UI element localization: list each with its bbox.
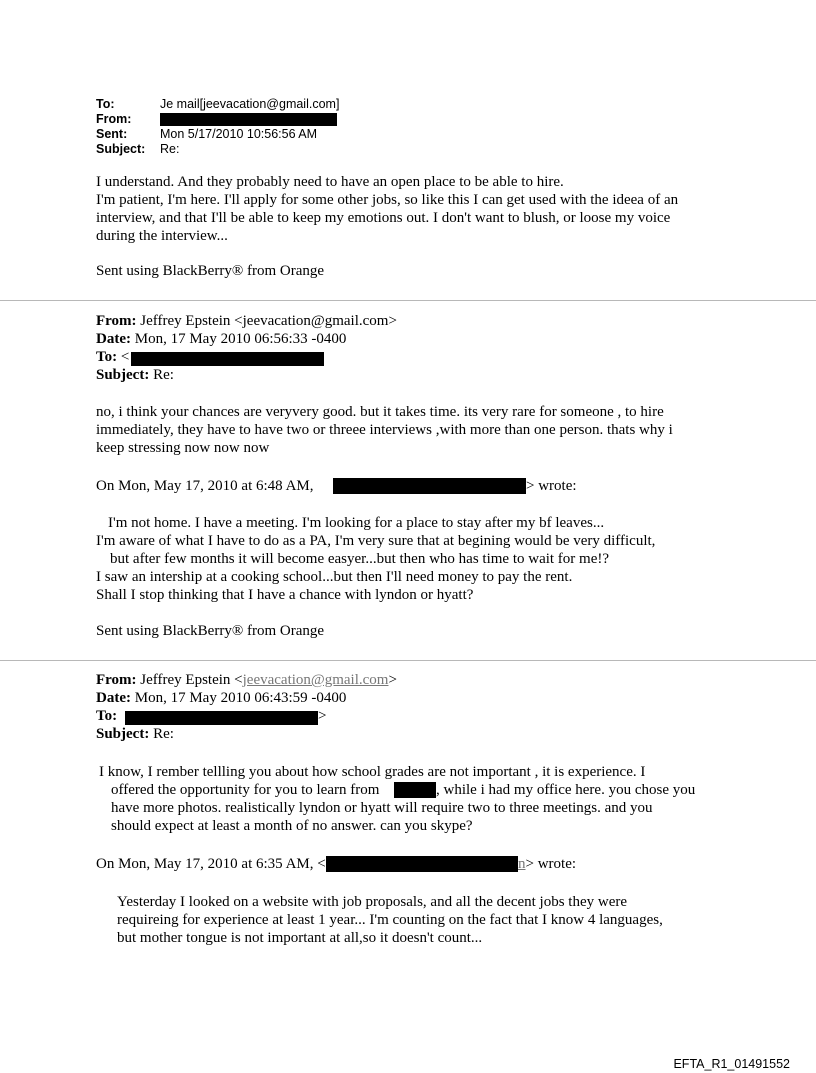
header-from-label: From: xyxy=(96,112,132,126)
redaction-box xyxy=(160,113,337,126)
message-line: I understand. And they probably need to have an open place to be able to hire. xyxy=(96,174,564,190)
quoted-line: Shall I stop thinking that I have a chance with lyndon or hyatt? xyxy=(96,587,474,603)
reply-to-line xyxy=(96,349,129,366)
date-label: Date: xyxy=(96,331,131,347)
email-link[interactable]: jeevacation@gmail.com xyxy=(242,672,389,688)
divider xyxy=(0,300,816,301)
header-sent-label: Sent: xyxy=(96,127,128,141)
reply-to-line xyxy=(96,708,117,725)
from-name: Jeffrey Epstein < xyxy=(140,672,243,688)
quote-wrote: > wrote: xyxy=(525,856,577,872)
reply-date-line xyxy=(96,690,346,707)
date-label: Date: xyxy=(96,690,131,706)
redaction-box xyxy=(333,478,526,494)
header-to-value: Je mail[jeevacation@gmail.com] xyxy=(160,97,340,111)
message-line: offered the opportunity for you to learn from xyxy=(111,782,380,798)
subject-label: Subject: xyxy=(96,367,150,383)
message-line: no, i think your chances are veryvery good. but it takes time. its very rare for someone , to hire xyxy=(96,404,664,420)
email-link[interactable]: n xyxy=(518,856,526,872)
divider xyxy=(0,660,816,661)
reply-date-line xyxy=(96,331,346,348)
message-line: during the interview... xyxy=(96,228,228,244)
quote-intro: On Mon, May 17, 2010 at 6:48 AM, xyxy=(96,478,314,494)
header-sent-value: Mon 5/17/2010 10:56:56 AM xyxy=(160,127,318,141)
quoted-line: I'm aware of what I have to do as a PA, I'm very sure that at begining would be very difficult, xyxy=(96,533,656,549)
redaction-box xyxy=(326,856,518,872)
header-subject-value: Re: xyxy=(160,142,180,156)
date-value: Mon, 17 May 2010 06:43:59 -0400 xyxy=(134,690,347,706)
quote-wrote-line xyxy=(518,856,576,873)
to-prefix: < xyxy=(120,349,130,365)
date-value: Mon, 17 May 2010 06:56:33 -0400 xyxy=(134,331,347,347)
to-suffix: > xyxy=(318,708,327,724)
quoted-line: Yesterday I looked on a website with job proposals, and all the decent jobs they were xyxy=(117,894,628,910)
from-label: From: xyxy=(96,313,137,329)
quoted-line: but mother tongue is not important at all,so it doesn't count... xyxy=(117,930,483,946)
subject-value: Re: xyxy=(153,367,174,383)
subject-label: Subject: xyxy=(96,726,150,742)
redaction-box xyxy=(394,782,436,798)
to-label: To: xyxy=(96,349,118,365)
message-line: keep stressing now now now xyxy=(96,440,270,456)
reply-subject-line xyxy=(96,367,174,384)
signature: Sent using BlackBerry® from Orange xyxy=(96,263,325,279)
reply-from-line xyxy=(96,672,397,689)
from-label: From: xyxy=(96,672,137,688)
from-value: Jeffrey Epstein <jeevacation@gmail.com> xyxy=(140,313,397,329)
to-label: To: xyxy=(96,708,118,724)
reply-from-line xyxy=(96,313,397,330)
message-line: should expect at least a month of no answer. can you skype? xyxy=(111,818,473,834)
reply-subject-line xyxy=(96,726,174,743)
header-to-label: To: xyxy=(96,97,115,111)
quote-wrote: > wrote: xyxy=(526,478,577,494)
from-end: > xyxy=(388,672,397,688)
header-subject-label: Subject: xyxy=(96,142,146,156)
document-id: EFTA_R1_01491552 xyxy=(673,1057,790,1071)
quoted-line: I'm not home. I have a meeting. I'm looking for a place to stay after my bf leaves... xyxy=(108,515,605,531)
message-line: interview, and that I'll be able to keep my emotions out. I don't want to blush, or loose my voice xyxy=(96,210,671,226)
message-line: have more photos. realistically lyndon or hyatt will require two to three meetings. and you xyxy=(111,800,653,816)
message-line: I know, I rember tellling you about how school grades are not important , it is experience. I xyxy=(99,764,646,780)
redaction-box xyxy=(131,352,324,366)
quoted-line: requireing for experience at least 1 year... I'm counting on the fact that I know 4 languages, xyxy=(117,912,663,928)
quoted-line: but after few months it will become easyer...but then who has time to wait for me!? xyxy=(110,551,610,567)
message-line: I'm patient, I'm here. I'll apply for some other jobs, so like this I can get used with the ideea of an xyxy=(96,192,679,208)
quote-intro: On Mon, May 17, 2010 at 6:35 AM, < xyxy=(96,856,326,872)
redaction-box xyxy=(125,711,318,725)
signature: Sent using BlackBerry® from Orange xyxy=(96,623,325,639)
message-line: immediately, they have to have two or threee interviews ,with more than one person. thats why i xyxy=(96,422,673,438)
subject-value: Re: xyxy=(153,726,174,742)
quoted-line: I saw an intership at a cooking school...but then I'll need money to pay the rent. xyxy=(96,569,573,585)
message-line: , while i had my office here. you chose you xyxy=(436,782,696,798)
